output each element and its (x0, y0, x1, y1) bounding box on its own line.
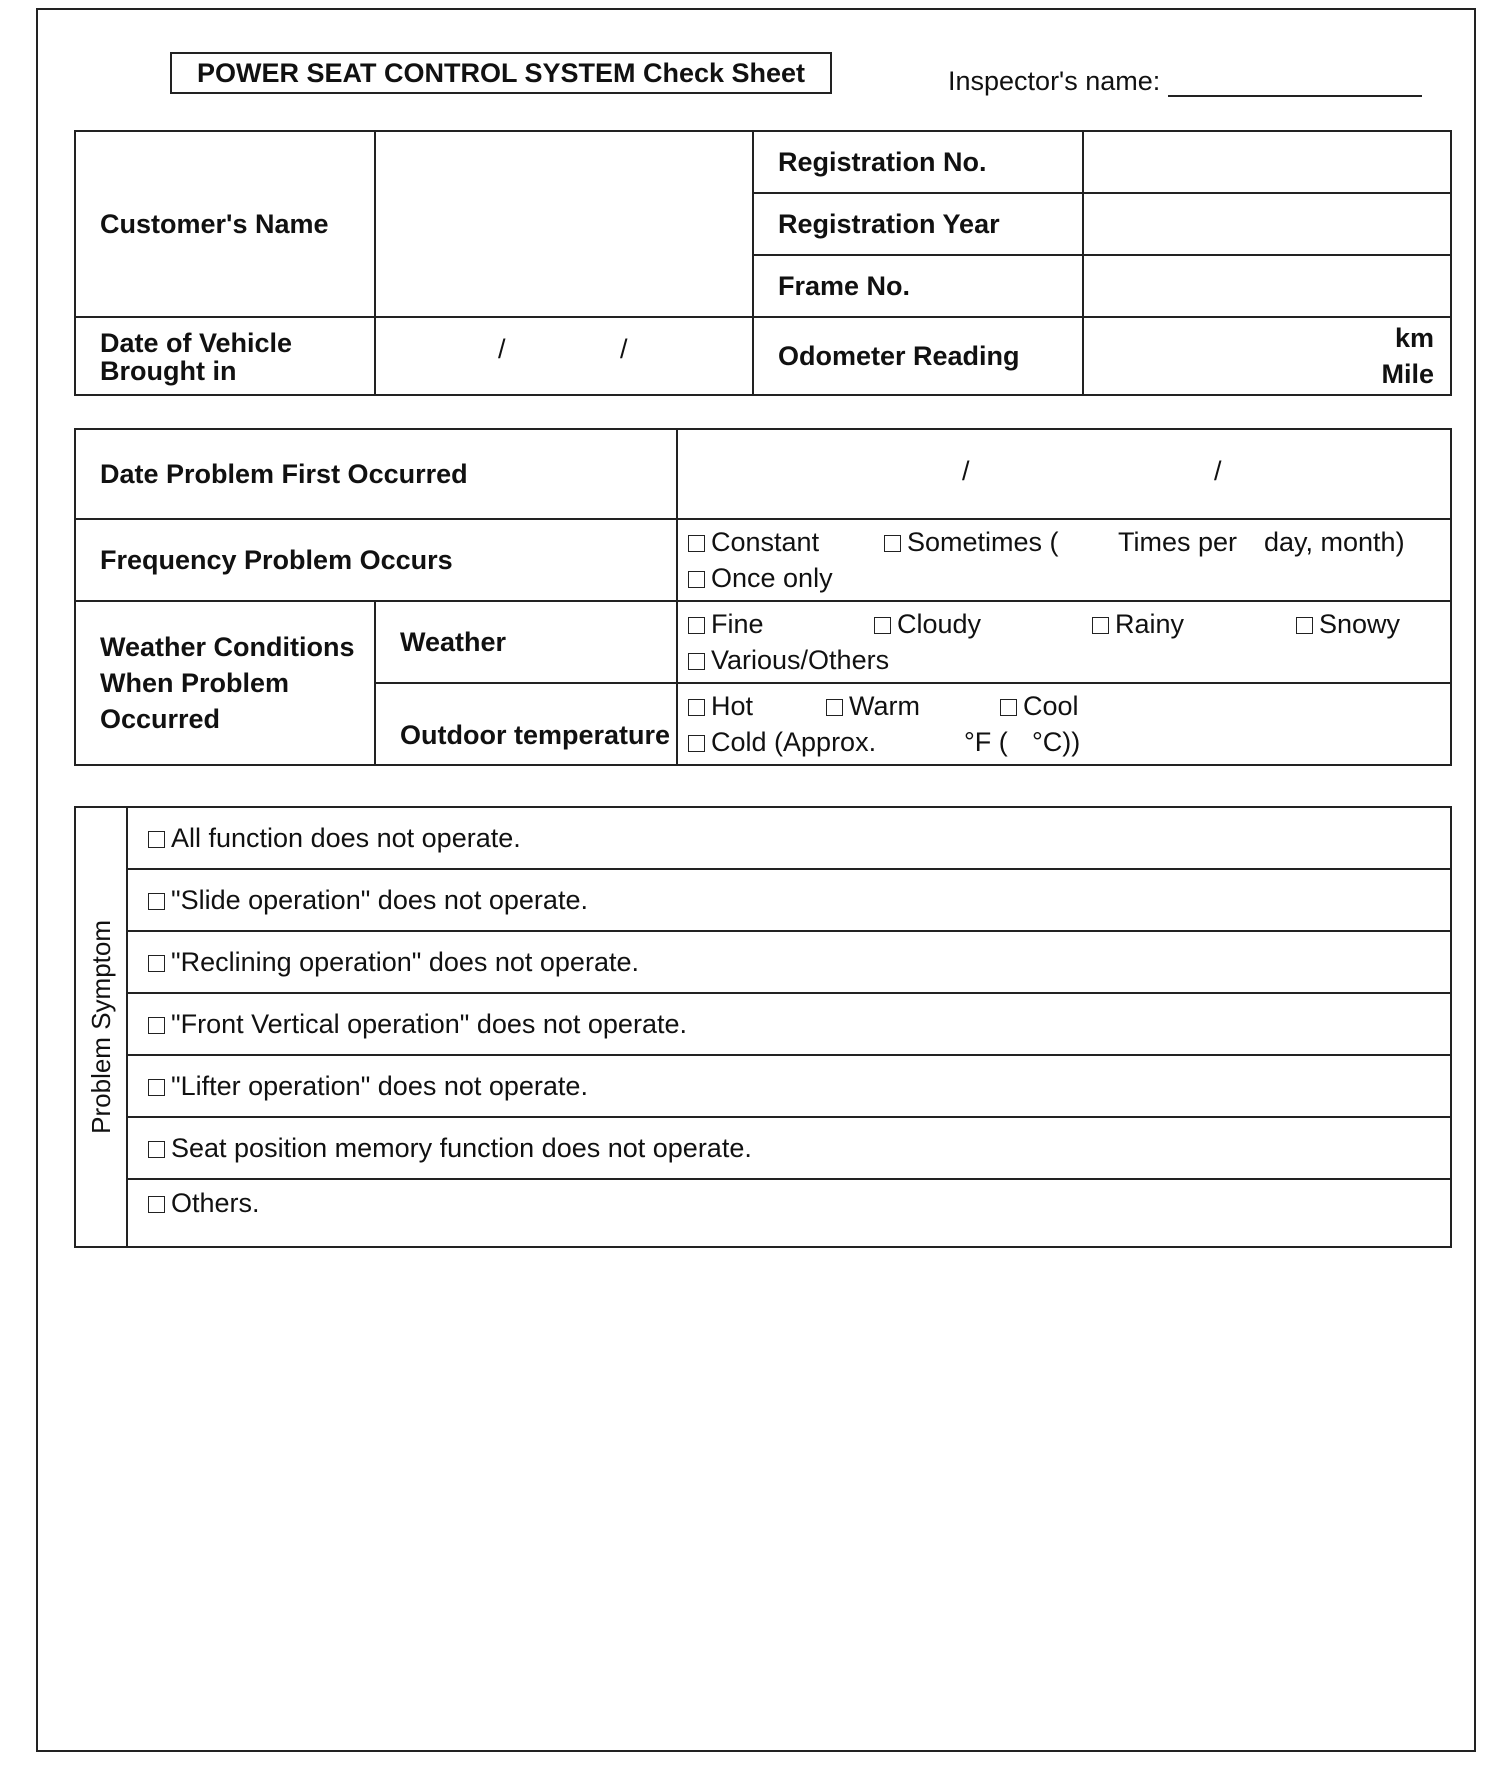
odometer-field[interactable] (1083, 317, 1451, 395)
weather-conditions-label: Weather Conditions When Problem Occurred (75, 601, 375, 765)
mile-unit: Mile (1381, 359, 1434, 389)
checkbox-icon (1296, 617, 1313, 634)
inspector-label: Inspector's name: (948, 66, 1161, 96)
freq-day-month: day, month) (1264, 527, 1405, 557)
vehicle-table (74, 130, 1452, 396)
symptom-item[interactable]: Seat position memory function does not operate. (127, 1117, 1451, 1179)
freq-sometimes-option[interactable]: Sometimes ( (884, 524, 1118, 560)
symptom-table (74, 806, 1452, 1248)
symptom-item[interactable]: "Lifter operation" does not operate. (127, 1055, 1451, 1117)
outdoor-temp-label: Outdoor temperature (375, 683, 677, 765)
customer-name-label: Customer's Name (75, 131, 375, 317)
checkbox-icon (148, 831, 165, 848)
temp-c-unit: °C)) (1032, 727, 1081, 757)
checkbox-icon (688, 735, 705, 752)
sheet-title: POWER SEAT CONTROL SYSTEM Check Sheet (170, 52, 832, 94)
problem-symptom-cell (75, 807, 127, 1247)
conditions-table (74, 428, 1452, 766)
freq-times-per: Times per (1118, 527, 1238, 557)
date-first-occurred-label: Date Problem First Occurred (75, 429, 677, 519)
date-slash-1: / (498, 334, 506, 364)
checkbox-icon (1092, 617, 1109, 634)
date-first-slash-1: / (962, 456, 970, 486)
checkbox-icon (688, 571, 705, 588)
checkbox-icon (1000, 699, 1017, 716)
checkbox-icon (148, 1141, 165, 1158)
date-first-slash-2: / (1214, 456, 1222, 486)
temperature-options (677, 683, 1451, 765)
weather-snowy-option[interactable]: Snowy (1296, 606, 1400, 642)
freq-once-option[interactable]: Once only (688, 560, 833, 596)
checkbox-icon (148, 1017, 165, 1034)
checkbox-icon (688, 699, 705, 716)
registration-year-field[interactable] (1083, 193, 1451, 255)
checkbox-icon (688, 617, 705, 634)
date-first-occurred-field[interactable] (677, 429, 1451, 519)
checkbox-icon (826, 699, 843, 716)
registration-no-label: Registration No. (753, 131, 1083, 193)
registration-year-label: Registration Year (753, 193, 1083, 255)
checkbox-icon (884, 535, 901, 552)
symptom-item[interactable]: "Reclining operation" does not operate. (127, 931, 1451, 993)
freq-constant-option[interactable]: Constant (688, 524, 884, 560)
date-brought-in-field[interactable] (375, 317, 753, 395)
symptom-item[interactable]: All function does not operate. (127, 807, 1451, 869)
temp-cool-option[interactable]: Cool (1000, 688, 1079, 724)
odometer-label: Odometer Reading (753, 317, 1083, 395)
weather-options (677, 601, 1451, 683)
checkbox-icon (148, 893, 165, 910)
temp-f-unit: °F ( (964, 727, 1008, 757)
date-brought-in-label: Date of Vehicle Brought in (75, 317, 375, 395)
registration-no-field[interactable] (1083, 131, 1451, 193)
temp-hot-option[interactable]: Hot (688, 688, 826, 724)
checkbox-icon (148, 1196, 165, 1213)
temp-cold-option[interactable]: Cold (Approx. (688, 724, 964, 760)
problem-symptom-label: Problem Symptom (85, 920, 116, 1134)
km-unit: km (1394, 323, 1434, 353)
frequency-options (677, 519, 1451, 601)
inspector-name (948, 66, 1422, 97)
symptom-item[interactable]: "Front Vertical operation" does not operate. (127, 993, 1451, 1055)
inspector-name-field[interactable] (1168, 69, 1422, 97)
date-slash-2: / (620, 334, 628, 364)
checkbox-icon (688, 535, 705, 552)
frame-no-field[interactable] (1083, 255, 1451, 317)
frequency-label: Frequency Problem Occurs (75, 519, 677, 601)
weather-label: Weather (375, 601, 677, 683)
weather-cloudy-option[interactable]: Cloudy (874, 606, 1092, 642)
weather-rainy-option[interactable]: Rainy (1092, 606, 1296, 642)
weather-various-option[interactable]: Various/Others (688, 642, 889, 678)
customer-name-field[interactable] (375, 131, 753, 317)
temp-warm-option[interactable]: Warm (826, 688, 1000, 724)
frame-no-label: Frame No. (753, 255, 1083, 317)
symptom-item[interactable]: Others. (127, 1179, 1451, 1247)
checkbox-icon (148, 955, 165, 972)
checkbox-icon (148, 1079, 165, 1096)
checkbox-icon (688, 653, 705, 670)
symptom-item[interactable]: "Slide operation" does not operate. (127, 869, 1451, 931)
weather-fine-option[interactable]: Fine (688, 606, 874, 642)
checkbox-icon (874, 617, 891, 634)
